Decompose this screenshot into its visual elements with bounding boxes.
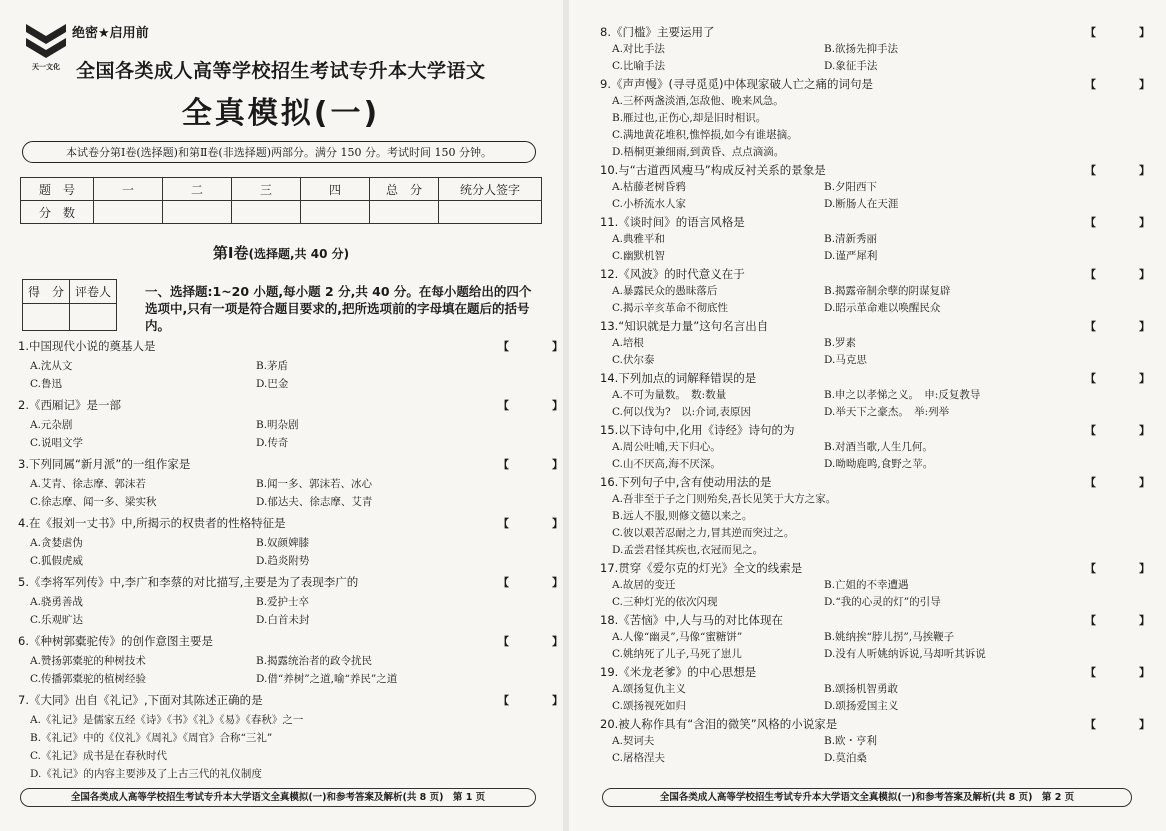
answer-bracket[interactable]: 【 】 — [1085, 562, 1166, 575]
answer-bracket[interactable]: 【 】 — [1085, 268, 1166, 281]
answer-option[interactable]: B.明杂剧 — [256, 419, 299, 431]
question-stem: 15.以下诗句中,化用《诗经》诗句的为 — [600, 423, 795, 437]
answer-option[interactable]: B.罗素 — [824, 337, 857, 349]
section-instructions: 一、选择题:1~20 小题,每小题 2 分,共 40 分。在每小题给出的四个选项中,只有一项是符合题目要求的,把所选项前的字母填在题后的括号内。 — [145, 284, 532, 333]
answer-option[interactable]: B.雁过也,正伤心,却是旧时相识。 — [612, 112, 767, 124]
answer-option[interactable]: D.谨严犀利 — [824, 250, 878, 262]
question-stem: 6.《种树郭橐驼传》的创作意图主要是 — [18, 634, 213, 648]
answer-option[interactable]: C.《礼记》成书是在春秋时代 — [30, 750, 167, 762]
answer-option[interactable]: A.契诃夫 — [612, 735, 655, 747]
answer-option[interactable]: D.郁达夫、徐志摩、艾青 — [256, 496, 373, 508]
grader-name-label: 评卷人 — [70, 280, 117, 304]
score-cell: 二 — [163, 178, 232, 201]
answer-option[interactable]: D.“我的心灵的灯”的引导 — [824, 596, 941, 608]
answer-option[interactable]: D.马克思 — [824, 354, 867, 366]
question-stem: 7.《大同》出自《礼记》,下面对其陈述正确的是 — [18, 693, 263, 707]
answer-bracket[interactable]: 【 】 — [498, 458, 579, 471]
question-stem: 8.《门槛》主要运用了 — [600, 25, 715, 39]
answer-option[interactable]: D.白首未封 — [256, 614, 310, 626]
score-cell: 一 — [94, 178, 163, 201]
answer-option[interactable]: D.举天下之豪杰。 举:列举 — [824, 406, 950, 418]
answer-bracket[interactable]: 【 】 — [1085, 666, 1166, 679]
score-table — [20, 177, 542, 224]
answer-option[interactable]: D.没有人听姚纳诉说,马却听其诉说 — [824, 648, 986, 660]
score-table-value-row — [21, 201, 542, 224]
answer-option[interactable]: C.三种灯光的依次闪现 — [612, 596, 718, 608]
answer-bracket[interactable]: 【 】 — [498, 399, 579, 412]
answer-option[interactable]: A.赞扬郭橐驼的种树技术 — [30, 655, 146, 667]
answer-option[interactable]: A.枯藤老树昏鸦 — [612, 181, 686, 193]
answer-bracket[interactable]: 【 】 — [1085, 26, 1166, 39]
question-stem: 20.被人称作具有“含泪的微笑”风格的小说家是 — [600, 717, 838, 731]
answer-option[interactable]: A.吾非至于子之门则殆矣,吾长见笑于大方之家。 — [612, 493, 837, 505]
grader-name-entry[interactable] — [70, 304, 117, 331]
answer-option[interactable]: C.何以伐为? 以:介词,表原因 — [612, 406, 752, 418]
answer-option[interactable]: D.昭示革命难以唤醒民众 — [824, 302, 941, 314]
question-stem: 14.下列加点的词解释错误的是 — [600, 371, 757, 385]
question-stem: 1.中国现代小说的奠基人是 — [18, 339, 156, 353]
answer-bracket[interactable]: 【 】 — [498, 576, 579, 589]
answer-option[interactable]: A.周公吐哺,天下归心。 — [612, 441, 721, 453]
answer-option[interactable]: D.传奇 — [256, 437, 289, 449]
answer-bracket[interactable]: 【 】 — [1085, 164, 1166, 177]
score-cell: 统分人签字 — [439, 178, 542, 201]
score-entry[interactable] — [301, 201, 370, 224]
answer-option[interactable]: C.山不厌高,海不厌深。 — [612, 458, 721, 470]
score-entry[interactable] — [94, 201, 163, 224]
answer-option[interactable]: C.徐志摩、闻一多、梁实秋 — [30, 496, 157, 508]
answer-option[interactable]: B.夕阳西下 — [824, 181, 878, 193]
answer-option[interactable]: C.传播郭橐驼的植树经验 — [30, 673, 146, 685]
answer-bracket[interactable]: 【 】 — [1085, 320, 1166, 333]
answer-option[interactable]: B.颂扬机智勇敢 — [824, 683, 899, 695]
exam-title: 全国各类成人高等学校招生考试专升本大学语文 — [76, 60, 486, 82]
answer-option[interactable]: A.三杯两盏淡酒,怎敌他、晚来风急。 — [612, 95, 784, 107]
exam-notice: 本试卷分第Ⅰ卷(选择题)和第Ⅱ卷(非选择题)两部分。满分 150 分。考试时间 150 分钟。 — [22, 141, 536, 163]
answer-option[interactable]: D.借“养树”之道,喻“养民”之道 — [256, 673, 398, 685]
answer-option[interactable]: D.巴金 — [256, 378, 289, 390]
answer-option[interactable]: D.《礼记》的内容主要涉及了上古三代的礼仪制度 — [30, 768, 262, 780]
answer-bracket[interactable]: 【 】 — [1085, 718, 1166, 731]
question-stem: 11.《谈时间》的语言风格是 — [600, 215, 745, 229]
score-cell: 题 号 — [21, 178, 94, 201]
answer-option[interactable]: C.狐假虎威 — [30, 555, 83, 567]
grader-score-label: 得 分 — [23, 280, 70, 304]
answer-option[interactable]: A.培根 — [612, 337, 644, 349]
score-cell: 三 — [232, 178, 301, 201]
answer-option[interactable]: D.梧桐更兼细雨,到黄昏、点点滴滴。 — [612, 146, 785, 158]
question-stem: 2.《西厢记》是一部 — [18, 398, 121, 412]
question-stem: 13.“知识就是力量”这句名言出自 — [600, 319, 769, 333]
page-footer: 全国各类成人高等学校招生考试专升本大学语文全真模拟(一)和参考答案及解析(共 8 页) 第 1 页 — [20, 788, 536, 807]
answer-option[interactable]: A.暴露民众的愚昧落后 — [612, 285, 718, 297]
answer-bracket[interactable]: 【 】 — [1085, 78, 1166, 91]
answer-option[interactable]: C.小桥流水人家 — [612, 198, 686, 210]
question-stem: 4.在《报刘一丈书》中,所揭示的权贵者的性格特征是 — [18, 516, 286, 530]
answer-option[interactable]: A.不可为量数。 数:数量 — [612, 389, 727, 401]
score-cell: 四 — [301, 178, 370, 201]
answer-option[interactable]: B.欲扬先抑手法 — [824, 43, 899, 55]
answer-option[interactable]: D.象征手法 — [824, 60, 878, 72]
section-title — [0, 242, 562, 263]
score-entry[interactable] — [439, 201, 542, 224]
answer-bracket[interactable]: 【 】 — [1085, 424, 1166, 437]
answer-option[interactable]: A.艾青、徐志摩、郭沫若 — [30, 478, 146, 490]
answer-option[interactable]: C.伏尔泰 — [612, 354, 655, 366]
answer-option[interactable]: A.人像“幽灵”,马像“蜜糖饼” — [612, 631, 743, 643]
answer-option[interactable]: A.对比手法 — [612, 43, 665, 55]
answer-bracket[interactable]: 【 】 — [1085, 614, 1166, 627]
score-entry[interactable] — [163, 201, 232, 224]
answer-bracket[interactable]: 【 】 — [498, 694, 579, 707]
score-cell: 总 分 — [370, 178, 439, 201]
answer-option[interactable]: C.乐观旷达 — [30, 614, 83, 626]
answer-option[interactable]: B.茅盾 — [256, 360, 289, 372]
answer-option[interactable]: D.呦呦鹿鸣,食野之苹。 — [824, 458, 934, 470]
answer-option[interactable]: B.对酒当歌,人生几何。 — [824, 441, 933, 453]
grader-table — [22, 279, 117, 331]
answer-option[interactable]: A.元杂剧 — [30, 419, 73, 431]
answer-option[interactable]: D.莫泊桑 — [824, 752, 867, 764]
answer-option[interactable]: B.闻一多、郭沫若、冰心 — [256, 478, 373, 490]
answer-option[interactable]: C.屠格涅夫 — [612, 752, 665, 764]
answer-bracket[interactable]: 【 】 — [498, 517, 579, 530]
answer-option[interactable]: A.骁勇善战 — [30, 596, 83, 608]
answer-option[interactable]: B.清新秀丽 — [824, 233, 878, 245]
section-note: (选择题,共 40 分) — [248, 247, 350, 261]
answer-option[interactable]: C.幽默机智 — [612, 250, 665, 262]
answer-option[interactable]: A.《礼记》是儒家五经《诗》《书》《礼》《易》《春秋》之一 — [30, 714, 304, 726]
answer-option[interactable]: C.满地黄花堆积,憔悴损,如今有谁堪摘。 — [612, 129, 798, 141]
answer-option[interactable]: C.颂扬视死如归 — [612, 700, 686, 712]
answer-option[interactable]: C.姚纳死了儿子,马死了崽儿 — [612, 648, 742, 660]
page-2 — [570, 0, 1166, 831]
answer-option[interactable]: D.孟尝君怪其疾也,衣冠而见之。 — [612, 544, 764, 556]
question-stem: 18.《苦恼》中,人与马的对比体现在 — [600, 613, 783, 627]
question-stem: 12.《风波》的时代意义在于 — [600, 267, 745, 281]
answer-option[interactable]: C.揭示辛亥革命不彻底性 — [612, 302, 728, 314]
page-1 — [0, 0, 579, 831]
answer-option[interactable]: A.颂扬复仇主义 — [612, 683, 686, 695]
question-stem: 19.《米龙老爹》的中心思想是 — [600, 665, 757, 679]
answer-option[interactable]: D.颂扬爱国主义 — [824, 700, 899, 712]
answer-option[interactable]: A.沈从文 — [30, 360, 73, 372]
answer-option[interactable]: B.揭露帝制余孽的阴谋复辟 — [824, 285, 951, 297]
section-label: 第Ⅰ卷 — [212, 244, 249, 262]
answer-bracket[interactable]: 【 】 — [498, 340, 579, 353]
answer-option[interactable]: D.断肠人在天涯 — [824, 198, 899, 210]
answer-option[interactable]: B.爱护士卒 — [256, 596, 310, 608]
question-stem: 10.与“古道西风瘦马”构成反衬关系的景象是 — [600, 163, 826, 177]
answer-option[interactable]: B.揭露统治者的政令扰民 — [256, 655, 373, 667]
answer-bracket[interactable]: 【 】 — [1085, 476, 1166, 489]
publisher-logo-text: 天一文化 — [32, 62, 60, 71]
grader-score-entry[interactable] — [23, 304, 70, 331]
answer-option[interactable]: C.彼以艰苦忍耐之力,冒其逆而突过之。 — [612, 527, 795, 539]
answer-option[interactable]: B.申之以孝悌之义。 申:反复教导 — [824, 389, 981, 401]
question-stem: 9.《声声慢》(寻寻觅觅)中体现家破人亡之痛的词句是 — [600, 77, 873, 91]
score-table-header-row — [21, 178, 542, 201]
exam-subtitle: 全真模拟(一) — [181, 96, 381, 131]
answer-bracket[interactable]: 【 】 — [1085, 216, 1166, 229]
answer-option[interactable]: A.故居的变迁 — [612, 579, 676, 591]
answer-option[interactable]: C.比喻手法 — [612, 60, 665, 72]
question-stem: 17.贯穿《爱尔克的灯光》全文的线索是 — [600, 561, 803, 575]
page-footer: 全国各类成人高等学校招生考试专升本大学语文全真模拟(一)和参考答案及解析(共 8 页) 第 2 页 — [602, 788, 1132, 807]
answer-option[interactable]: C.说唱文学 — [30, 437, 83, 449]
answer-option[interactable]: A.贪婪虐伪 — [30, 537, 83, 549]
question-stem: 16.下列句子中,含有使动用法的是 — [600, 475, 772, 489]
secret-label: 绝密★启用前 — [72, 26, 149, 41]
question-stem: 5.《李将军列传》中,李广和李蔡的对比描写,主要是为了表现李广的 — [18, 575, 359, 589]
answer-option[interactable]: B.欧・亨利 — [824, 735, 878, 747]
answer-option[interactable]: C.鲁迅 — [30, 378, 62, 390]
answer-option[interactable]: D.趋炎附势 — [256, 555, 310, 567]
answer-option[interactable]: B.姚纳挨“脖儿拐”,马挨鞭子 — [824, 631, 955, 643]
answer-bracket[interactable]: 【 】 — [498, 635, 579, 648]
answer-option[interactable]: B.《礼记》中的《仪礼》《周礼》《周官》合称“三礼” — [30, 732, 273, 744]
answer-bracket[interactable]: 【 】 — [1085, 372, 1166, 385]
answer-option[interactable]: B.远人不服,则修文德以来之。 — [612, 510, 753, 522]
score-cell: 分 数 — [21, 201, 94, 224]
answer-option[interactable]: B.奴颜婢膝 — [256, 537, 310, 549]
question-stem: 3.下列同属“新月派”的一组作家是 — [18, 457, 191, 471]
score-entry[interactable] — [232, 201, 301, 224]
answer-option[interactable]: B.亡姐的不幸遭遇 — [824, 579, 909, 591]
score-entry[interactable] — [370, 201, 439, 224]
answer-option[interactable]: A.典雅平和 — [612, 233, 665, 245]
